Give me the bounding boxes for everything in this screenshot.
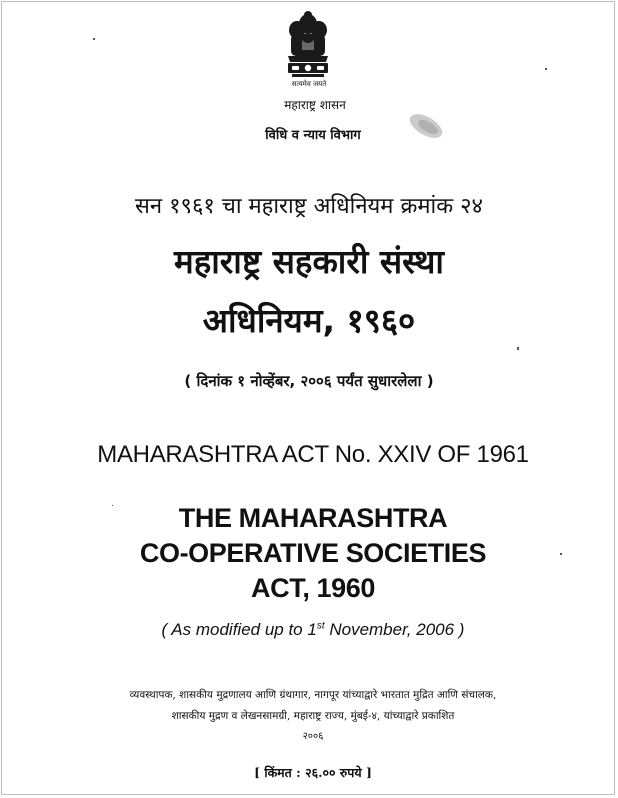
scan-speck: [517, 347, 519, 350]
scan-speck: [545, 68, 547, 70]
price-label: [ किंमत : २६.०० रुपये ]: [254, 765, 372, 780]
modification-note-marathi: ( दिनांक १ नोव्हेंबर, २००६ पर्यंत सुधारलेला ): [184, 372, 434, 390]
publisher-line2: शासकीय मुद्रण व लेखनसामग्री, महाराष्ट्र राज्य, मुंबई-४, यांच्याद्वारे प्रकाशित: [171, 710, 455, 722]
scan-speck: [93, 38, 95, 40]
title-english-line3: ACT, 1960: [251, 573, 375, 603]
publication-year: २००६: [302, 731, 324, 742]
scan-speck: [112, 505, 113, 506]
modification-prefix: ( As modified up to 1: [161, 620, 317, 639]
page-border: [1, 1, 615, 795]
modification-note-english: [4, 620, 618, 640]
modification-suffix: November, 2006 ): [324, 620, 465, 639]
scan-smudge: [406, 111, 446, 141]
emblem-motto: सत्यमेव जयते: [291, 80, 327, 88]
title-marathi-line2: अधिनियम, १९६०: [202, 301, 416, 340]
title-english-line2: CO-OPERATIVE SOCIETIES: [139, 538, 487, 568]
act-number-english: MAHARASHTRA ACT No. XXIV OF 1961: [97, 441, 529, 468]
title-marathi-line1: महाराष्ट्र सहकारी संस्था: [174, 242, 444, 281]
scan-speck: [560, 553, 562, 555]
act-number-marathi: सन १९६१ चा महाराष्ट्र अधिनियम क्रमांक २४: [135, 194, 483, 219]
title-english-line1: THE MAHARASHTRA: [178, 503, 448, 533]
state-emblem-icon: [282, 10, 334, 90]
modification-superscript: st: [316, 620, 325, 632]
publisher-line1: व्यवस्थापक, शासकीय मुद्रणालय आणि ग्रंथागार, नागपूर यांच्याद्वारे भारतात मुद्रित आणि संचालक,: [129, 689, 497, 701]
government-name: महाराष्ट्र शासन: [284, 98, 346, 112]
department-name: विधि व न्याय विभाग: [265, 128, 361, 143]
